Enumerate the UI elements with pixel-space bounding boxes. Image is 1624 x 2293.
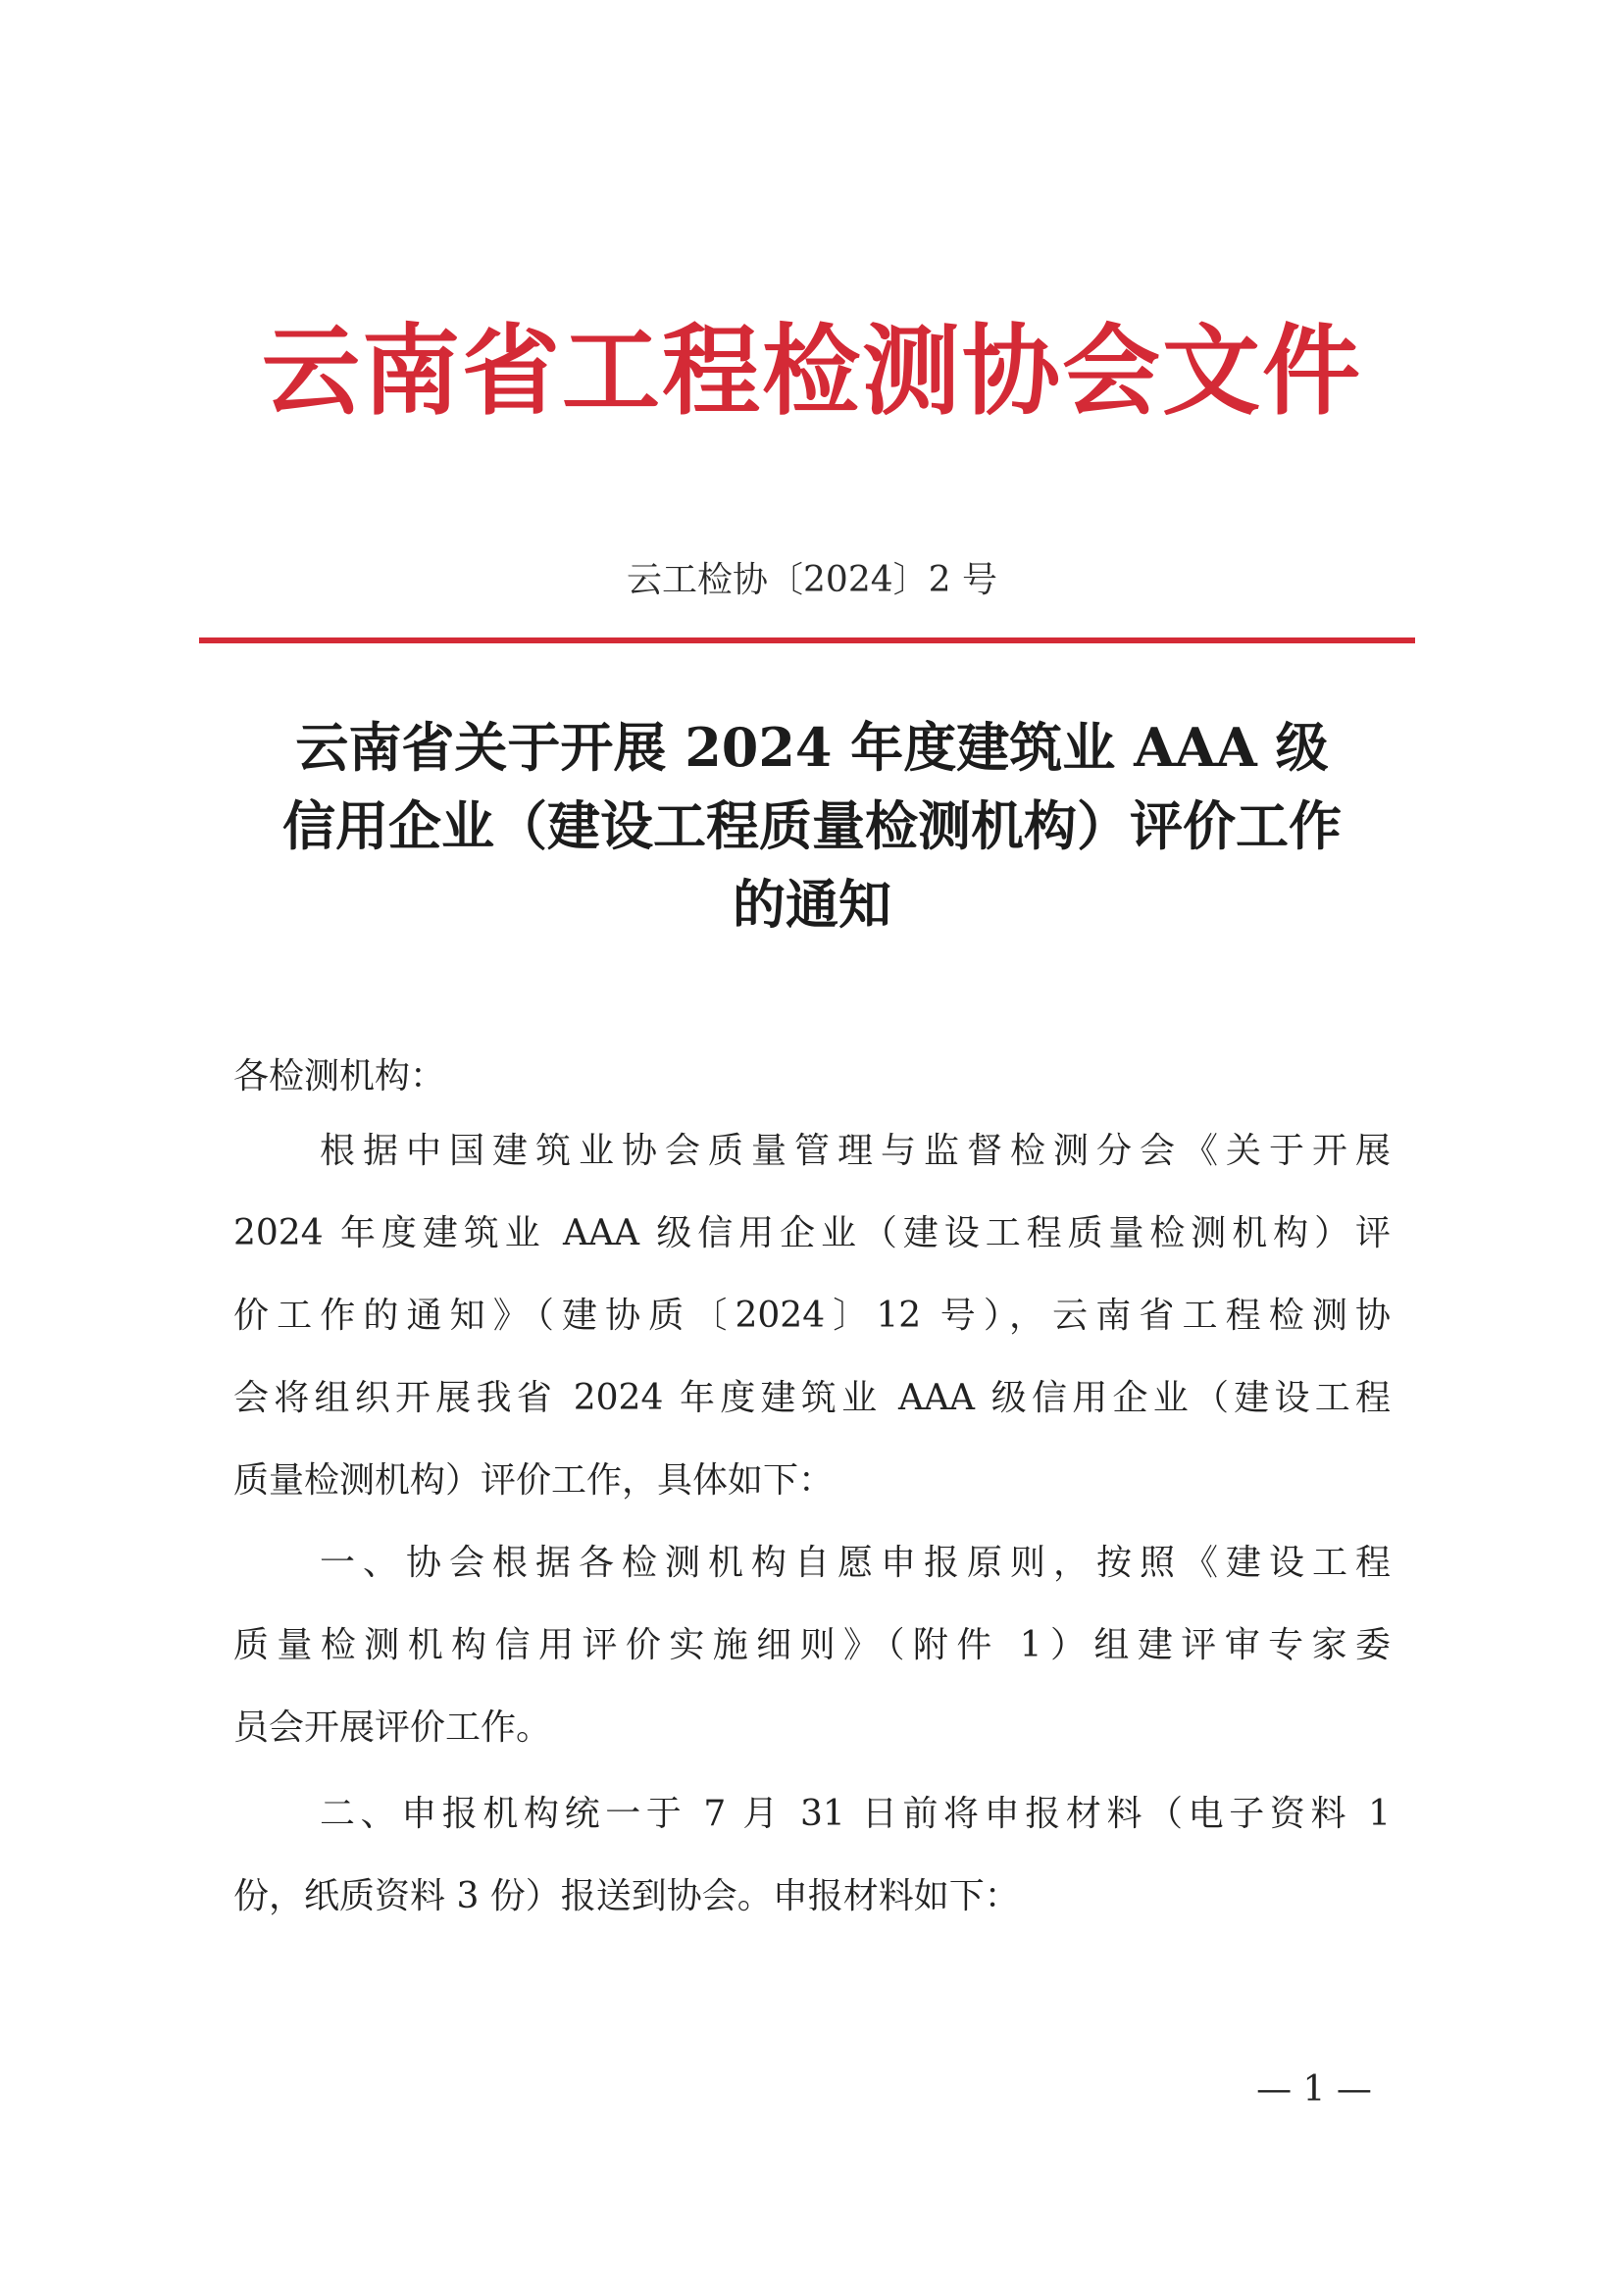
paragraph-line: 质量检测机构信用评价实施细则》（附件 1）组建评审专家委 xyxy=(233,1625,1391,1665)
paragraph-intro xyxy=(233,1110,1391,1522)
paragraph-line: 份，纸质资料 3 份）报送到协会。申报材料如下： xyxy=(233,1876,1020,1916)
paragraph-line: 质量检测机构）评价工作，具体如下： xyxy=(233,1460,835,1501)
document-title xyxy=(177,708,1447,943)
title-line-2: 信用企业（建设工程质量检测机构）评价工作 xyxy=(282,794,1342,857)
paragraph-line: 一、协会根据各检测机构自愿申报原则，按照《建设工程 xyxy=(320,1543,1391,1583)
paragraph-line: 根据中国建筑业协会质量管理与监督检测分会《关于开展 xyxy=(320,1131,1391,1171)
red-separator-rule xyxy=(199,637,1415,643)
salutation: 各检测机构： xyxy=(233,1056,446,1096)
paragraph-line: 2024 年度建筑业 AAA 级信用企业（建设工程质量检测机构）评 xyxy=(233,1213,1391,1253)
paragraph-line: 二、申报机构统一于 7 月 31 日前将申报材料（电子资料 1 xyxy=(320,1794,1391,1834)
paragraph-item-2 xyxy=(233,1773,1391,1938)
paragraph-line: 价工作的通知》（建协质〔2024〕12 号），云南省工程检测协 xyxy=(233,1296,1391,1336)
masthead-title: 云南省工程检测协会文件 xyxy=(262,313,1362,429)
page-number: — 1 — xyxy=(1256,2069,1372,2110)
paragraph-line: 员会开展评价工作。 xyxy=(233,1707,552,1748)
paragraph-item-1 xyxy=(233,1522,1391,1769)
title-line-1: 云南省关于开展 2024 年度建筑业 AAA 级 xyxy=(295,716,1329,779)
document-number: 云工检协〔2024〕2 号 xyxy=(627,560,997,600)
paragraph-line: 会将组织开展我省 2024 年度建筑业 AAA 级信用企业（建设工程 xyxy=(233,1378,1391,1418)
title-line-3: 的通知 xyxy=(733,873,891,936)
